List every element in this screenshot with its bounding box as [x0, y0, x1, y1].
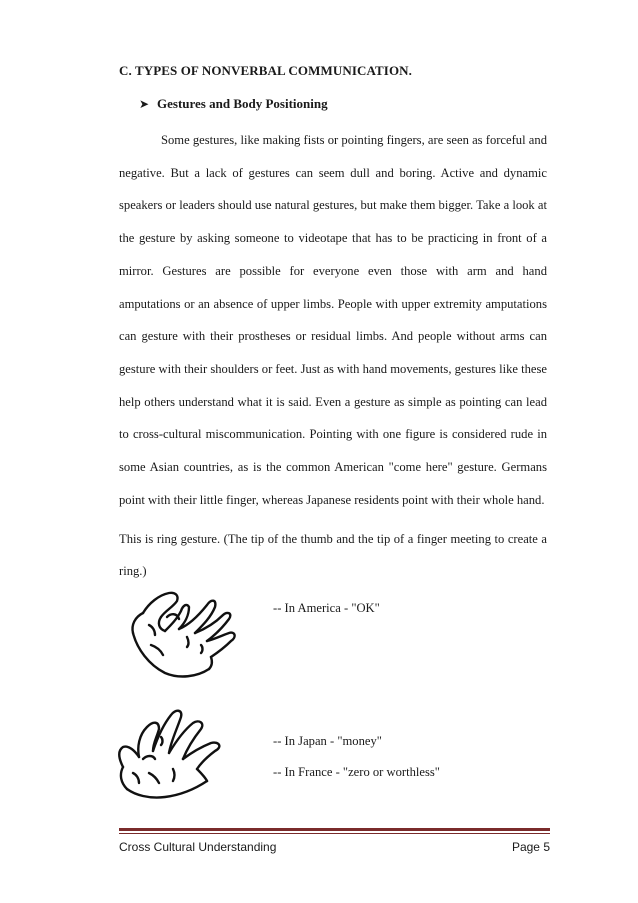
- ok-hand-gesture-icon: [127, 585, 239, 680]
- footer-divider-thin: [119, 833, 550, 834]
- gestures-paragraph: Some gestures, like making fists or pointing fingers, are seen as forceful and negative. But a lack of gestures can seem dull and boring. Active and dynamic speakers or leaders should use natural gestures, but make them bigger. Take a look at the gesture by asking someone to videotape that has to be practicing in front of a mirror. Gestures are possible for everyone even those with arm and hand amputations or an absence of upper limbs. People with upper extremity amputations can gesture with their prostheses or residual limbs. And people without arms can gesture with their shoulders or feet. Just as with hand movements, gestures like these help others understand what it is said. Even a gesture as simple as pointing can lead to cross-cultural miscommunication. Pointing with one figure is considered rude in some Asian countries, as is the common American "come here" gesture. Germans point with their little finger, whereas Japanese residents point with their whole hand.: [119, 133, 547, 507]
- footer-divider: [119, 828, 550, 835]
- arrow-bullet-icon: ➤: [139, 97, 150, 111]
- footer-divider-thick: [119, 828, 550, 831]
- ring-gesture-intro: This is ring gesture. (The tip of the thumb and the tip of a finger meeting to create a ring.): [119, 532, 547, 578]
- meaning-france: -- In France - "zero or worthless": [273, 765, 440, 779]
- footer-title: Cross Cultural Understanding: [119, 840, 277, 854]
- subheading: [139, 96, 328, 112]
- footer-page-number: Page 5: [511, 840, 550, 854]
- meaning-japan: -- In Japan - "money": [273, 734, 382, 748]
- meaning-america: -- In America - "OK": [273, 601, 380, 615]
- subheading-text: Gestures and Body Positioning: [157, 96, 328, 111]
- ring-hand-gesture-icon: [113, 703, 237, 803]
- section-heading: C. TYPES OF NONVERBAL COMMUNICATION.: [119, 63, 412, 78]
